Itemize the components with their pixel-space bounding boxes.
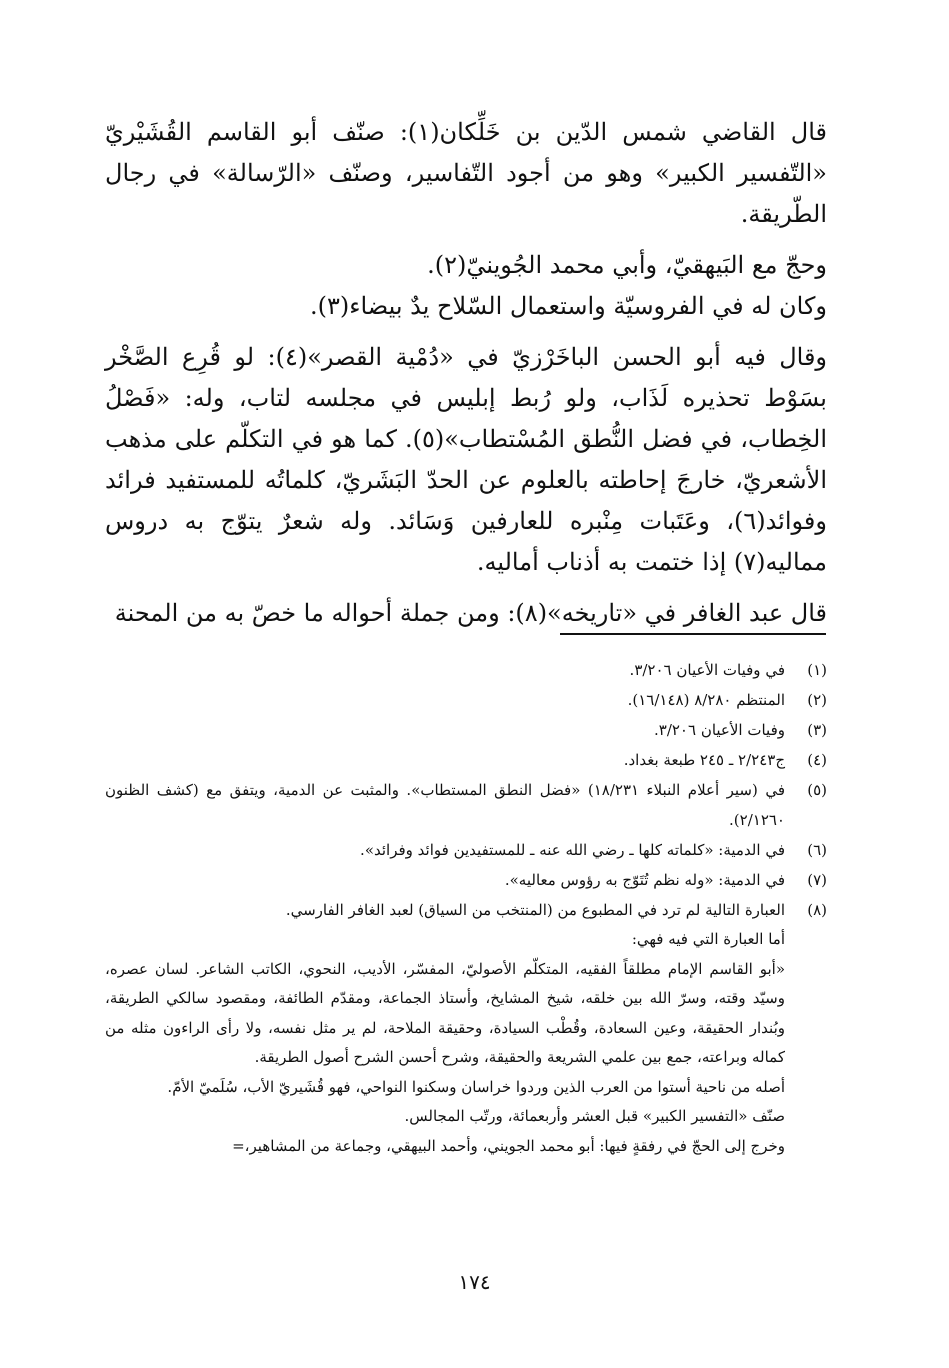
main-text — [105, 112, 827, 634]
footnote-text: في وفيات الأعيان ٣/٢٠٦. — [629, 661, 785, 679]
paragraph-5: قال عبد الغافر في «تاريخه»(٨): ومن جملة أحواله ما خصّ به من المحنة — [114, 599, 827, 627]
footnote-divider — [560, 633, 826, 635]
page-number: ١٧٤ — [458, 1270, 491, 1294]
footnote — [105, 715, 827, 745]
footnote — [105, 685, 827, 715]
paragraph-4: وقال فيه أبو الحسن الباخَرْزيّ في «دُمْية القصر»(٤): لو قُرِع الصَّخْر بسَوْط تحذيره لَذَاب، ولو رُبط إبليس في مجلسه لتاب، وله: «فَصْلُ الخِطاب، في فضل النُّطق المُسْتطاب»(٥). كما هو في التكلّم على مذهب الأشعريّ، خارجَ إحاطته بالعلوم عن الحدّ البَشَريّ، كلماتُه للمستفيد فرائد وفوائد(٦)، وعَتَبات مِنْبره للعارفين وَسَائد. وله شعرٌ يتوّج به دروس مماليه(٧) إذا ختمت به أذناب أماليه. — [105, 343, 828, 576]
footnote-number: (١) — [807, 661, 827, 679]
footnote-text: في الدمية: «وله نظم تُتَوّج به رؤوس معاليه». — [504, 871, 785, 889]
footnote — [105, 865, 827, 895]
footnote-text: المنتظم ٨/٢٨٠ (١٦/١٤٨). — [627, 691, 785, 709]
footnote-8-origin: أصله من ناحية أستوا من العرب الذين وردوا خراسان وسكنوا النواحي، فهو قُشَيريّ الأب، سُلَميّ الأمّ. — [167, 1077, 785, 1096]
footnote — [105, 775, 827, 835]
footnote-number: (٦) — [807, 841, 827, 859]
footnote-number: (٤) — [807, 751, 827, 769]
footnotes — [105, 655, 827, 1161]
footnote-8-works: صنّف «التفسير الكبير» قبل العشر وأربعمائة، ورتّب المجالس. — [404, 1107, 785, 1125]
footnote-number: (٥) — [807, 781, 827, 799]
paragraph-1: قال القاضي شمس الدّين بن خَلِّكان(١): صنّف أبو القاسم القُشَيْريّ «التّفسير الكبير» وهو من أجود التّفاسير، وصنّف «الرّسالة» في رجال الطّريقة. — [105, 118, 828, 228]
footnote-8-hajj: وخرج إلى الحجّ في رفقةٍ فيها: أبو محمد الجويني، وأحمد البيهقي، وجماعة من المشاهير،= — [232, 1136, 785, 1155]
footnote — [105, 895, 827, 925]
footnote-text: وفيات الأعيان ٣/٢٠٦. — [653, 721, 785, 739]
footnote-8-intro: أما العبارة التي فيه فهي: — [631, 930, 785, 948]
footnote-number: (٨) — [807, 901, 827, 919]
footnote-number: (٣) — [807, 721, 827, 739]
paragraph-2: وحجّ مع البَيهقيّ، وأبي محمد الجُوينيّ(٢). — [427, 251, 827, 279]
footnote-text: في الدمية: «كلماته كلها ـ رضي الله عنه ـ للمستفيدين فوائد وفرائد». — [360, 841, 785, 859]
footnote-text: العبارة التالية لم ترد في المطبوع من (المنتخب من السياق) لعبد الغافر الفارسي. — [285, 901, 785, 919]
footnote — [105, 745, 827, 775]
footnote — [105, 655, 827, 685]
footnote — [105, 835, 827, 865]
footnote-text: ج٢/٢٤٣ ـ ٢٤٥ طبعة بغداد. — [623, 751, 785, 769]
footnote-text: في (سير أعلام النبلاء ١٨/٢٣١) «فضل النطق المستطاب». والمثبت عن الدمية، ويتفق مع (كشف الظنون ٢/١٢٦٠). — [105, 781, 785, 829]
paragraph-3: وكان له في الفروسيّة واستعمال السّلاح يدٌ بيضاء(٣). — [309, 292, 827, 320]
footnote-8-quote: «أبو القاسم الإمام مطلقاً الفقيه، المتكلّم الأصوليّ، المفسّر، الأديب، النحوي، الكاتب الشاعر. لسان عصره، وسيّد وقته، وسرّ الله بين خلقه، شيخ المشايخ، وأستاذ الجماعة، ومقدّم الطائفة، ومقصود سالكي الطريقة، وبُندار الحقيقة، وعين السعادة، وقُطْب السيادة، وحقيقة الملاحة، لم ير مثل نفسه، ولا رأى الراءون مثله من كماله وبراعته، جمع بين علمي الشريعة والحقيقة، وشرح أحسن الشرح أصول الطريقة. — [105, 959, 785, 1066]
footnote-number: (٧) — [807, 871, 827, 889]
footnote-number: (٢) — [807, 691, 827, 709]
